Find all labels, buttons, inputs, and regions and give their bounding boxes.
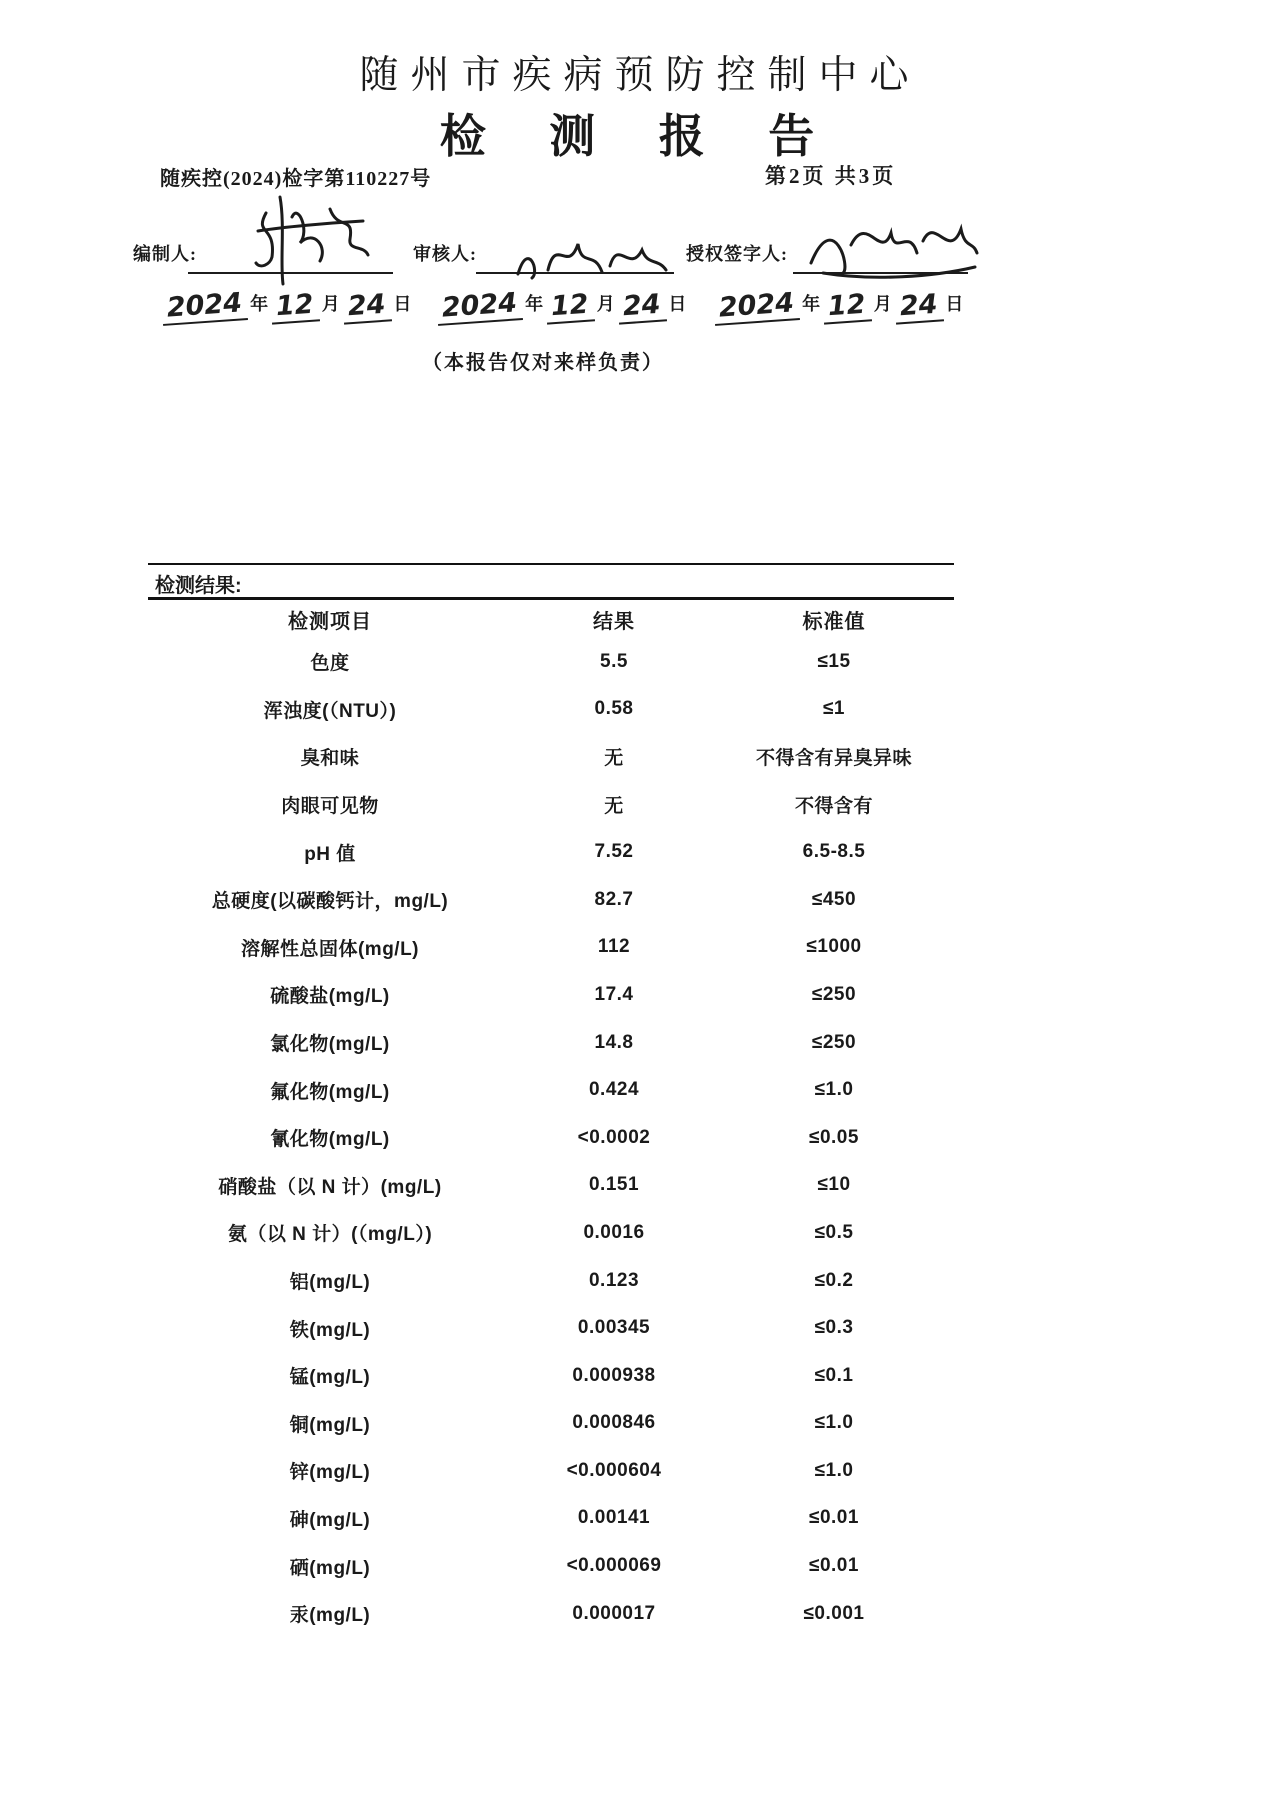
- results-section-label: 检测结果:: [155, 575, 242, 597]
- result-cell: 0.58: [594, 698, 634, 720]
- result-cell: 0.151: [588, 1174, 640, 1196]
- report-title: 检 测 报 告: [439, 111, 841, 162]
- reviewer-signature-line: [476, 228, 674, 274]
- result-cell: 0.000017: [572, 1602, 656, 1624]
- result-row: [150, 1304, 950, 1352]
- standard-cell: ≤1.0: [814, 1412, 854, 1434]
- standard-cell: ≤0.5: [814, 1221, 854, 1243]
- result-cell: 14.8: [594, 1031, 634, 1053]
- item-cell: 溶解性总固体(mg/L): [240, 938, 420, 960]
- responsibility-note: （本报告仅对来样负责）: [422, 352, 664, 374]
- result-row: [150, 876, 950, 924]
- result-cell: 0.000938: [572, 1364, 656, 1386]
- result-cell: 7.52: [594, 841, 634, 863]
- preparer-date-day: 24: [342, 290, 392, 325]
- authorized-signature-image: [793, 201, 978, 286]
- item-cell: 臭和味: [300, 748, 360, 770]
- result-row: [150, 1352, 950, 1400]
- result-cell: 0.00345: [577, 1317, 651, 1339]
- result-row: [150, 1590, 950, 1638]
- item-column-header: 检测项目: [288, 610, 372, 633]
- results-table: [150, 600, 950, 1637]
- reviewer-date: [435, 287, 687, 324]
- item-cell: 硒(mg/L): [289, 1557, 371, 1579]
- item-cell: 氯化物(mg/L): [270, 1034, 390, 1056]
- preparer-label: 编制人:: [133, 244, 197, 264]
- item-cell: 硫酸盐(mg/L): [270, 986, 390, 1008]
- result-row: [150, 1400, 950, 1448]
- authorized-signer-label: 授权签字人:: [686, 244, 788, 264]
- result-cell: 0.0016: [583, 1221, 645, 1243]
- item-cell: 铜(mg/L): [289, 1414, 371, 1436]
- item-cell: 砷(mg/L): [289, 1509, 371, 1531]
- item-cell: 氟化物(mg/L): [270, 1081, 390, 1103]
- result-row: [150, 1495, 950, 1543]
- month-unit: 月: [873, 294, 892, 314]
- result-row: [150, 1114, 950, 1162]
- item-cell: 铁(mg/L): [289, 1319, 371, 1341]
- result-row: [150, 924, 950, 972]
- standard-column-header: 标准值: [802, 610, 866, 633]
- item-cell: 氰化物(mg/L): [270, 1129, 390, 1151]
- year-unit: 年: [250, 294, 269, 314]
- result-row: [150, 971, 950, 1019]
- standard-cell: ≤15: [817, 650, 851, 672]
- result-row: [150, 1542, 950, 1590]
- result-cell: 0.424: [588, 1079, 640, 1101]
- result-cell: 5.5: [600, 650, 628, 672]
- reviewer-signature-image: [476, 216, 674, 286]
- result-cell: 82.7: [594, 888, 634, 910]
- result-cell: <0.000069: [566, 1555, 662, 1577]
- item-cell: 色度: [310, 653, 350, 675]
- month-unit: 月: [321, 294, 340, 314]
- authorized-date-month: 12: [822, 290, 872, 325]
- standard-cell: ≤0.1: [814, 1364, 854, 1386]
- year-unit: 年: [802, 294, 821, 314]
- preparer-signature-image: [188, 191, 393, 286]
- result-row: [150, 733, 950, 781]
- result-row: [150, 638, 950, 686]
- reviewer-label: 审核人:: [413, 244, 477, 264]
- item-cell: 氨（以 N 计）(（mg/L）): [227, 1224, 433, 1246]
- result-row: [150, 1209, 950, 1257]
- result-row: [150, 1162, 950, 1210]
- standard-cell: ≤0.05: [809, 1126, 859, 1148]
- standard-cell: ≤10: [817, 1174, 851, 1196]
- reviewer-date-month: 12: [545, 290, 595, 325]
- standard-cell: ≤1.0: [814, 1459, 854, 1481]
- result-row: [150, 1066, 950, 1114]
- standard-cell: 6.5-8.5: [802, 841, 866, 863]
- result-cell: 112: [597, 936, 631, 958]
- standard-cell: ≤250: [811, 983, 857, 1005]
- result-row: [150, 686, 950, 734]
- results-rule-top: [148, 563, 954, 565]
- result-row: [150, 1447, 950, 1495]
- standard-cell: ≤1: [823, 698, 845, 720]
- results-body: [150, 638, 950, 1637]
- standard-cell: 不得含有异臭异味: [755, 748, 912, 770]
- standard-cell: ≤0.001: [803, 1602, 865, 1624]
- item-cell: 肉眼可见物: [281, 796, 379, 818]
- standard-cell: ≤0.01: [809, 1507, 859, 1529]
- report-number: 随疾控(2024)检字第110227号: [160, 168, 432, 190]
- result-cell: <0.0002: [577, 1126, 651, 1148]
- result-cell: 无: [604, 796, 624, 818]
- item-cell: 浑浊度(（NTU）): [263, 700, 397, 722]
- authorized-date-day: 24: [894, 290, 944, 325]
- preparer-date: [160, 287, 412, 324]
- result-row: [150, 828, 950, 876]
- result-row: [150, 1019, 950, 1067]
- standard-cell: ≤0.01: [809, 1555, 859, 1577]
- page-indicator: 第2页 共3页: [765, 164, 897, 188]
- item-cell: 锌(mg/L): [289, 1462, 371, 1484]
- standard-cell: ≤450: [811, 888, 857, 910]
- item-cell: 铝(mg/L): [289, 1272, 371, 1294]
- result-cell: 0.000846: [572, 1412, 656, 1434]
- authorized-date-year: 2024: [713, 289, 800, 326]
- standard-cell: ≤0.3: [814, 1317, 854, 1339]
- day-unit: 日: [393, 294, 412, 314]
- item-cell: 总硬度(以碳酸钙计，mg/L): [211, 891, 449, 913]
- day-unit: 日: [668, 294, 687, 314]
- preparer-date-month: 12: [270, 290, 320, 325]
- month-unit: 月: [596, 294, 615, 314]
- result-cell: <0.000604: [566, 1459, 662, 1481]
- authorized-date: [712, 287, 964, 324]
- year-unit: 年: [525, 294, 544, 314]
- result-cell: 0.00141: [577, 1507, 651, 1529]
- reviewer-date-year: 2024: [436, 289, 523, 326]
- result-column-header: 结果: [593, 610, 635, 633]
- authorized-signature-line: [793, 228, 968, 274]
- preparer-signature-line: [188, 228, 393, 274]
- result-row: [150, 1257, 950, 1305]
- result-cell: 17.4: [594, 983, 634, 1005]
- item-cell: pH 值: [304, 843, 356, 865]
- item-cell: 锰(mg/L): [289, 1367, 371, 1389]
- reviewer-date-day: 24: [617, 290, 667, 325]
- day-unit: 日: [945, 294, 964, 314]
- preparer-date-year: 2024: [161, 289, 248, 326]
- result-cell: 0.123: [588, 1269, 640, 1291]
- org-title: 随州市疾病预防控制中心: [359, 54, 921, 97]
- item-cell: 硝酸盐（以 N 计）(mg/L): [218, 1176, 442, 1198]
- standard-cell: ≤0.2: [814, 1269, 854, 1291]
- item-cell: 汞(mg/L): [289, 1605, 371, 1627]
- result-cell: 无: [604, 748, 624, 770]
- standard-cell: 不得含有: [794, 796, 873, 818]
- standard-cell: ≤1000: [806, 936, 862, 958]
- standard-cell: ≤1.0: [814, 1079, 854, 1101]
- results-header-row: [150, 600, 950, 638]
- result-row: [150, 781, 950, 829]
- standard-cell: ≤250: [811, 1031, 857, 1053]
